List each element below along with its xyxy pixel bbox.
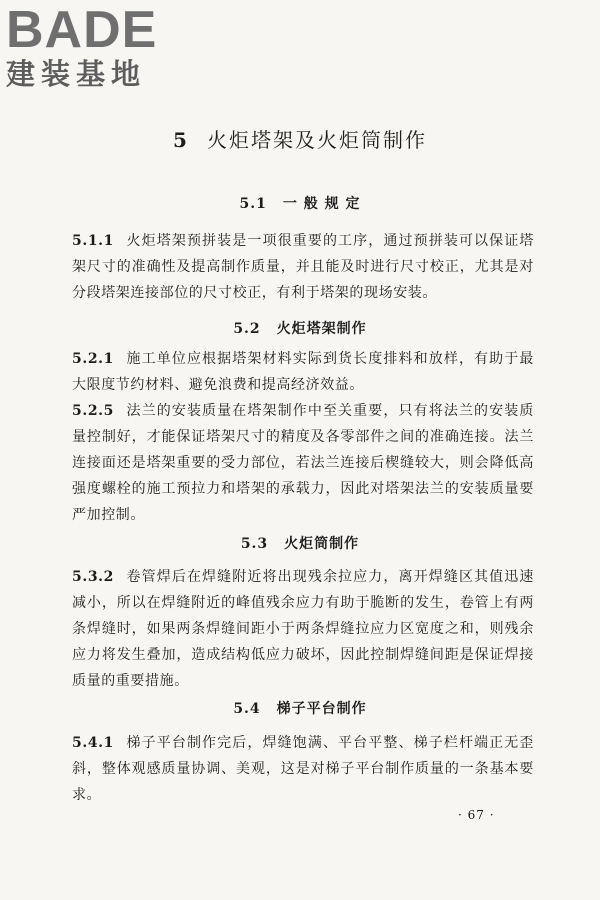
section-number: 5.2 (233, 321, 261, 337)
clause-paragraph-5-1-1 (72, 228, 534, 306)
section-number: 5.4 (233, 701, 261, 717)
clause-number: 5.1.1 (72, 233, 114, 249)
section-number: 5.3 (240, 536, 269, 552)
section-title: 火炬筒制作 (284, 536, 360, 552)
clause-text: 施工单位应根据塔架材料实际到货长度排料和放样，有助于最大限度节约材料、避免浪费和提高经济效益。 (72, 351, 534, 393)
chapter-number: 5 (173, 128, 189, 152)
clause-text: 卷管焊后在焊缝附近将出现残余拉应力，离开焊缝区其值迅速减小，所以在焊缝附近的峰值残余应力有助于脆断的发生，卷管上有两条焊缝时，如果两条焊缝间距小于两条焊缝拉应力区宽度之和，则残余应力将发生叠加，造成结构低应力破坏，因此控制焊缝间距是保证焊接质量的重要措施。 (72, 569, 534, 689)
clause-paragraph-5-3-2 (72, 564, 534, 694)
section-heading-5-2 (0, 318, 600, 338)
clause-text: 梯子平台制作完后，焊缝饱满、平台平整、梯子栏杆端正无歪斜，整体观感质量协调、美观，这是对梯子平台制作质量的一条基本要求。 (72, 735, 534, 803)
logo-text-en: BADE (6, 1, 158, 59)
section-heading-5-1 (0, 193, 600, 213)
page-number: · 67 · (458, 808, 495, 822)
clause-paragraph-5-2-1 (72, 346, 534, 398)
section-title: 梯子平台制作 (276, 701, 367, 717)
section-heading-5-4 (0, 698, 600, 718)
section-heading-5-3 (0, 533, 600, 553)
clause-paragraph-5-2-5 (72, 398, 534, 528)
chapter-title (0, 124, 600, 153)
clause-text: 火炬塔架预拼装是一项很重要的工序，通过预拼装可以保证塔架尺寸的准确性及提高制作质量，并且能及时进行尺寸校正，尤其是对分段塔架连接部位的尺寸校正，有利于塔架的现场安装。 (72, 233, 534, 301)
clause-text: 法兰的安装质量在塔架制作中至关重要，只有将法兰的安装质量控制好，才能保证塔架尺寸的精度及各零部件之间的准确连接。法兰连接面还是塔架重要的受力部位，若法兰连接后楔缝较大，则会降低高强度螺栓的施工预拉力和塔架的承载力，因此对塔架法兰的安装质量要严加控制。 (72, 403, 534, 523)
clause-number: 5.4.1 (72, 735, 114, 751)
clause-number: 5.2.5 (72, 403, 114, 419)
clause-number: 5.3.2 (72, 569, 114, 585)
chapter-title-text: 火炬塔架及火炬筒制作 (206, 128, 427, 152)
clause-paragraph-5-4-1 (72, 730, 534, 808)
section-title: 一 般 规 定 (282, 196, 361, 212)
clause-number: 5.2.1 (72, 351, 114, 367)
bade-logo (6, 1, 176, 91)
section-number: 5.1 (239, 196, 267, 212)
section-title: 火炬塔架制作 (276, 321, 367, 337)
logo-text-cn: 建装基地 (6, 57, 147, 91)
